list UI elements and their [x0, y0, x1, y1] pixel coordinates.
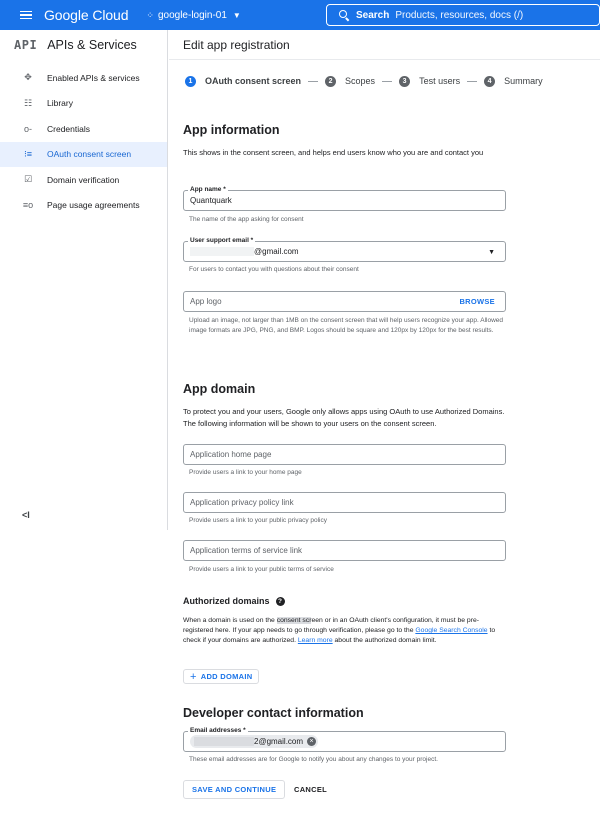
privacy-policy-placeholder: Application privacy policy link — [190, 498, 294, 507]
step-label: OAuth consent screen — [205, 76, 302, 86]
project-selector[interactable] — [146, 10, 240, 21]
add-domain-button[interactable] — [183, 669, 259, 684]
home-page-placeholder: Application home page — [190, 450, 272, 459]
step-label: Scopes — [345, 76, 376, 86]
grid-icon: ☷ — [23, 97, 33, 108]
step-number: 2 — [325, 76, 336, 87]
browse-button[interactable]: BROWSE — [459, 297, 495, 306]
authorized-domains-section — [183, 596, 513, 646]
sidebar-item-label: Enabled APIs & services — [47, 72, 140, 83]
app-domain-heading: App domain — [183, 382, 256, 396]
step-number: 1 — [185, 76, 196, 87]
authorized-domains-description: When a domain is used on the consent screen or in an OAuth client's configuration, it must be pre-registered here. If your app needs to go through verification, please go to the Google Search Console to check if your domains are authorized. Learn more about the authorized domain limit. — [183, 617, 496, 645]
save-and-continue-button[interactable]: SAVE AND CONTINUE — [183, 780, 285, 799]
terms-of-service-help: Provide users a link to your public terms of service — [189, 566, 334, 573]
email-chip-suffix: 2@gmail.com — [254, 737, 304, 746]
support-email-select[interactable] — [183, 237, 506, 262]
stepper — [169, 60, 600, 102]
developer-contact-section — [183, 706, 513, 720]
authorized-domains-heading: Authorized domains — [183, 596, 270, 606]
help-icon[interactable]: ? — [276, 597, 285, 606]
developer-email-label: Email addresses * — [190, 727, 246, 734]
step-test-users[interactable] — [399, 76, 460, 87]
app-name-value: Quantquark — [190, 196, 232, 205]
step-number: 4 — [484, 76, 495, 87]
collapse-sidebar-button[interactable]: <I — [22, 510, 30, 520]
sidebar-item-library[interactable] — [0, 91, 167, 117]
home-page-input[interactable] — [183, 444, 506, 465]
sidebar-title: APIs & Services — [47, 38, 137, 52]
developer-email-field[interactable] — [183, 727, 506, 752]
app-logo-placeholder: App logo — [190, 297, 222, 306]
home-page-help: Provide users a link to your home page — [189, 469, 302, 476]
sidebar-item-domain-verification[interactable] — [0, 167, 167, 193]
sidebar-item-label: Domain verification — [47, 174, 120, 185]
step-number: 3 — [399, 76, 410, 87]
app-name-label: App name * — [190, 186, 226, 193]
support-email-help: For users to contact you with questions about their consent — [189, 266, 359, 273]
consent-icon: ⁝≡ — [23, 148, 33, 159]
sidebar — [0, 30, 168, 530]
hamburger-menu-icon[interactable] — [20, 11, 32, 20]
app-name-help: The name of the app asking for consent — [189, 216, 304, 223]
developer-contact-heading: Developer contact information — [183, 706, 364, 720]
cancel-button[interactable]: CANCEL — [294, 785, 328, 794]
checkbox-icon: ☑ — [23, 174, 33, 185]
sidebar-item-label: Page usage agreements — [47, 200, 140, 211]
sidebar-header — [0, 30, 167, 60]
google-cloud-logo[interactable]: Google Cloud — [44, 7, 129, 23]
search-icon — [339, 10, 349, 20]
step-label: Summary — [504, 76, 543, 86]
search-input[interactable] — [326, 4, 600, 26]
app-domain-description: To protect you and your users, Google only allows apps using OAuth to use Authorized Domains. The following information will be shown to your users on the consent screen. — [183, 407, 505, 428]
app-domain-section — [183, 382, 513, 429]
app-logo-help: Upload an image, not larger than 1MB on the consent screen that will help users recognize your app. Allowed image formats are JPG, PNG, and BMP. Logos should be square and 120px by 120px for the best results. — [189, 317, 503, 334]
add-domain-label: ADD DOMAIN — [200, 672, 253, 681]
search-placeholder: Products, resources, docs (/) — [395, 9, 524, 21]
sidebar-item-label: OAuth consent screen — [47, 149, 132, 160]
redacted-email — [194, 737, 254, 746]
remove-chip-icon[interactable]: × — [307, 737, 316, 746]
sidebar-item-page-usage[interactable] — [0, 193, 167, 219]
developer-email-help: These email addresses are for Google to notify you about any changes to your project. — [189, 756, 438, 763]
project-name: google-login-01 — [157, 9, 227, 21]
sidebar-item-label: Credentials — [47, 123, 90, 134]
app-information-description: This shows in the consent screen, and helps end users know who you are and contact you — [183, 148, 484, 157]
dropdown-arrow-icon: ▼ — [488, 249, 495, 256]
step-label: Test users — [419, 76, 461, 86]
step-divider — [382, 81, 392, 82]
step-summary[interactable] — [484, 76, 543, 87]
step-divider — [467, 81, 477, 82]
app-name-field[interactable] — [183, 186, 506, 211]
caret-down-icon: ▼ — [232, 10, 241, 20]
key-icon: o- — [23, 123, 32, 134]
terms-of-service-input[interactable] — [183, 540, 506, 561]
step-divider — [308, 81, 318, 82]
sidebar-item-credentials[interactable] — [0, 116, 167, 142]
support-email-suffix: @gmail.com — [254, 247, 299, 256]
app-logo-field[interactable] — [183, 291, 506, 312]
app-information-section — [183, 123, 513, 159]
api-logo: API — [14, 38, 38, 52]
step-scopes[interactable] — [325, 76, 375, 87]
plus-icon: + — [190, 670, 197, 683]
sidebar-item-label: Library — [47, 98, 73, 109]
search-console-link[interactable]: Google Search Console — [415, 627, 488, 635]
terms-of-service-placeholder: Application terms of service link — [190, 546, 303, 555]
project-icon: ⁘ — [146, 9, 154, 20]
page-title: Edit app registration — [169, 30, 600, 60]
sidebar-item-oauth-consent[interactable] — [0, 142, 167, 168]
sidebar-item-enabled-apis[interactable] — [0, 65, 167, 91]
redacted-email — [190, 247, 254, 256]
top-app-bar — [0, 0, 600, 30]
learn-more-link[interactable]: Learn more — [297, 637, 333, 645]
search-label: Search — [356, 9, 390, 21]
app-information-heading: App information — [183, 123, 280, 137]
diamond-arrows-icon: ✥ — [24, 72, 32, 83]
main-content — [169, 30, 600, 794]
email-chip[interactable] — [190, 735, 318, 748]
privacy-policy-help: Provide users a link to your public privacy policy — [189, 517, 328, 524]
settings-list-icon: ≡o — [22, 200, 34, 211]
step-oauth-consent[interactable] — [185, 76, 301, 87]
support-email-label: User support email * — [190, 237, 254, 244]
privacy-policy-input[interactable] — [183, 492, 506, 513]
